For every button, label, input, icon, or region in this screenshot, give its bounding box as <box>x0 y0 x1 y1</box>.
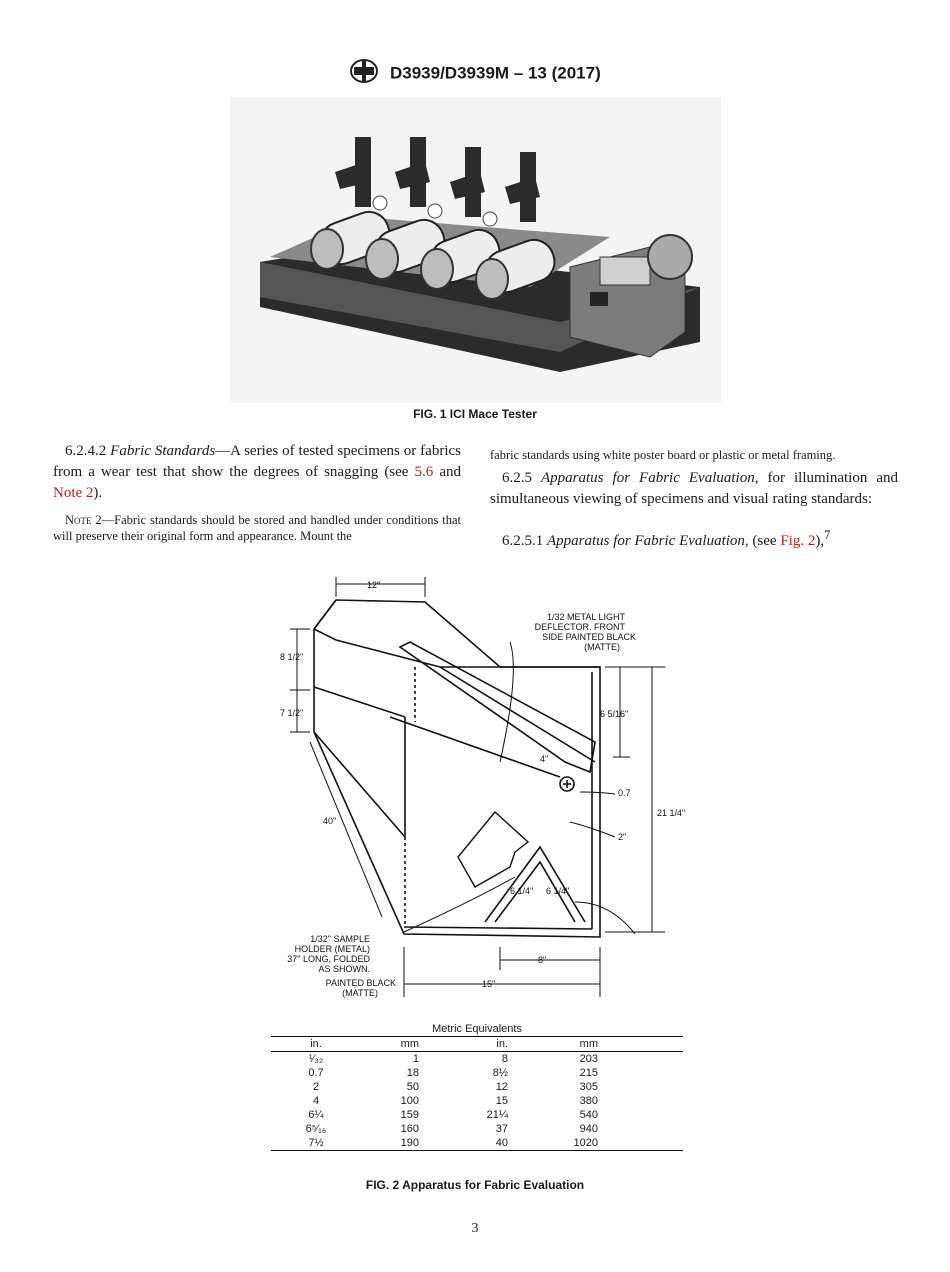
col-header-in: in. <box>496 1038 508 1050</box>
table-cell: 37 <box>495 1123 508 1135</box>
table-cell: 203 <box>579 1053 598 1065</box>
painted-black-label <box>326 978 396 998</box>
table-cell: 159 <box>400 1109 419 1121</box>
table-cell: 8½ <box>492 1067 508 1079</box>
and-text: and <box>439 464 462 480</box>
table-row <box>271 1052 683 1067</box>
table-row <box>271 1080 683 1094</box>
page-header <box>0 58 950 89</box>
section-number: 6.2.4.2 <box>65 443 107 459</box>
table-cell: 8 <box>501 1053 508 1065</box>
table-cell: 1 <box>412 1053 419 1065</box>
footnote-7-marker[interactable]: 7 <box>824 528 831 542</box>
svg-text:AS SHOWN.: AS SHOWN. <box>318 964 370 974</box>
svg-text:SIDE PAINTED BLACK: SIDE PAINTED BLACK <box>542 632 636 642</box>
reference-note-2-link[interactable]: Note 2 <box>53 485 94 501</box>
table-cell: 6⁵⁄₁₆ <box>305 1123 327 1135</box>
table-cell: 40 <box>495 1137 508 1149</box>
note-2 <box>53 512 461 544</box>
section-number: 6.2.5.1 <box>502 533 544 549</box>
table-cell: 380 <box>579 1095 598 1107</box>
svg-text:HOLDER (METAL): HOLDER (METAL) <box>294 944 370 954</box>
table-row <box>271 1094 683 1108</box>
paragraph-6-2-5 <box>490 468 898 510</box>
dim-0-7-label: 0.7 <box>618 788 631 798</box>
table-cell: 190 <box>400 1137 419 1149</box>
figure-1-caption: FIG. 1 ICI Mace Tester <box>413 407 537 421</box>
figure-2-caption: FIG. 2 Apparatus for Fabric Evaluation <box>365 1178 585 1192</box>
table-cell: 540 <box>579 1109 598 1121</box>
table-row <box>271 1108 683 1122</box>
col-header-mm: mm <box>400 1038 419 1050</box>
paragraph-6-2-5-1 <box>490 525 898 552</box>
dim-21-25-label: 21 1/4" <box>657 808 686 818</box>
table-cell: 305 <box>579 1081 598 1093</box>
dim-6-25-a-label: 6 1/4" <box>510 886 534 896</box>
dim-40-label: 40" <box>323 816 337 826</box>
table-cell: 15 <box>495 1095 508 1107</box>
table-cell: 160 <box>400 1123 419 1135</box>
paragraph-text: —A series of tested specimens or fabrics from a wear test that show the degrees of snagging (see <box>53 443 461 480</box>
table-row <box>271 1122 683 1136</box>
metric-table-title: Metric Equivalents <box>432 1023 522 1035</box>
note-text: —Fabric standards should be stored and handled under conditions that will preserve their original form and appearance. Mount the <box>53 513 461 543</box>
table-cell: ¹⁄₃₂ <box>308 1053 324 1065</box>
table-cell: 21¼ <box>486 1109 508 1121</box>
note-label: Note 2 <box>65 513 102 527</box>
table-row <box>271 1066 683 1080</box>
ici-mace-tester-photo <box>230 97 721 403</box>
dim-2-label: 2" <box>618 832 627 842</box>
section-number: 6.2.5 <box>502 470 532 486</box>
paragraph-end: ), <box>815 533 825 549</box>
dim-4-label: 4" <box>540 754 549 764</box>
svg-text:1/32 METAL LIGHT: 1/32 METAL LIGHT <box>546 612 625 622</box>
deflector-label <box>535 612 636 652</box>
table-cell: 940 <box>579 1123 598 1135</box>
table-row <box>271 1136 683 1151</box>
table-cell: 0.7 <box>308 1067 324 1079</box>
dim-15-label: 15" <box>482 979 496 989</box>
document-designation: D3939/D3939M – 13 (2017) <box>389 63 601 83</box>
note-2-continued: fabric standards using white poster board or plastic or metal framing. <box>490 448 836 462</box>
table-cell: 4 <box>312 1095 320 1107</box>
table-cell: 215 <box>579 1067 598 1079</box>
svg-text:1/32" SAMPLE: 1/32" SAMPLE <box>310 934 370 944</box>
table-cell: 1020 <box>573 1137 598 1149</box>
col-header-in: in. <box>310 1038 322 1050</box>
section-title: Apparatus for Fabric Evaluation, <box>547 533 749 549</box>
paragraph-text: for illumination and simultaneous viewing of specimens and visual rating standards: <box>490 470 898 507</box>
page-number: 3 <box>471 1221 479 1236</box>
table-cell: 18 <box>406 1067 419 1079</box>
see-text: (see <box>752 533 777 549</box>
dim-6-5-16-label: 6 5/16" <box>600 709 629 719</box>
col-header-mm: mm <box>579 1038 598 1050</box>
fabric-evaluation-apparatus-drawing <box>270 572 690 1002</box>
dim-7-5-label: 7 1/2" <box>280 708 304 718</box>
dim-6-25-b-label: 6 1/4" <box>546 886 570 896</box>
table-cell: 6¼ <box>308 1109 324 1121</box>
paragraph-end: ). <box>93 485 103 501</box>
table-cell: 7½ <box>308 1137 324 1149</box>
astm-logo-icon <box>349 58 379 89</box>
reference-fig-2-link[interactable]: Fig. 2 <box>780 533 816 549</box>
sample-holder-label <box>287 934 370 974</box>
section-title: Apparatus for Fabric Evaluation, <box>541 470 759 486</box>
section-title: Fabric Standards <box>110 443 216 459</box>
dim-12-label: 12" <box>367 580 381 590</box>
svg-text:37" LONG, FOLDED: 37" LONG, FOLDED <box>287 954 370 964</box>
dim-8-5-label: 8 1/2" <box>280 652 304 662</box>
dim-8-label: 8" <box>538 955 547 965</box>
reference-5-6-link[interactable]: 5.6 <box>414 464 434 480</box>
table-cell: 50 <box>406 1081 419 1093</box>
svg-text:PAINTED BLACK: PAINTED BLACK <box>325 978 396 988</box>
table-cell: 100 <box>400 1095 419 1107</box>
svg-text:(MATTE): (MATTE) <box>342 988 378 998</box>
svg-text:DEFLECTOR. FRONT: DEFLECTOR. FRONT <box>534 622 625 632</box>
svg-text:(MATTE): (MATTE) <box>584 642 620 652</box>
table-cell: 2 <box>312 1081 320 1093</box>
table-cell: 12 <box>495 1081 508 1093</box>
paragraph-6-2-4-2 <box>53 441 461 504</box>
metric-equivalents-table <box>271 1022 683 1151</box>
